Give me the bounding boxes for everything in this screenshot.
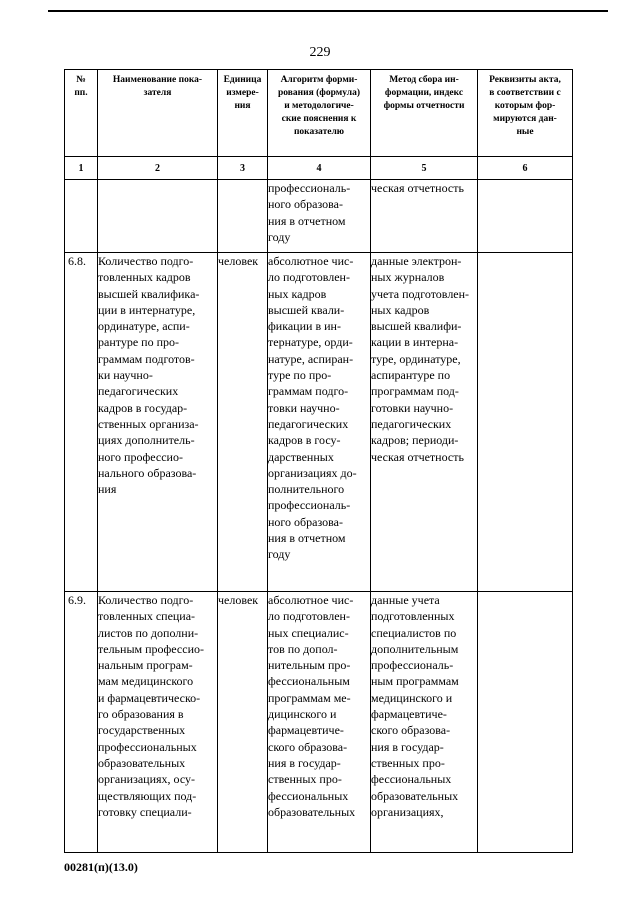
header-algorithm: Алгоритм форми- рования (формула) и методологиче- ские пояснения к показателю xyxy=(268,70,371,157)
column-number: 5 xyxy=(371,157,478,180)
indicator-name: Количество подго- товленных специа- листов по дополни- тельным профессио- нальным програм- мам медицинского и фармацевтическо- го образования в государственных профессиональных образовательных организациях, осу- ществляющих под- готовку специали- xyxy=(98,592,218,853)
unit-of-measure xyxy=(218,180,268,253)
header-method: Метод сбора ин- формации, индекс формы отчетности xyxy=(371,70,478,157)
act-requisites xyxy=(478,592,573,853)
column-number: 2 xyxy=(98,157,218,180)
page-number: 229 xyxy=(309,45,331,60)
calculation-algorithm: абсолютное чис- ло подготовлен- ных кадров высшей квали- фикации в ин- тернатуре, орди- натуре, аспиран- туре по про- граммам подго- товки научно- педагогических кадров в госу- дарственных организациях до- полнительного профессиональ- ного образова- ния в отчетном году xyxy=(268,253,371,592)
column-number: 3 xyxy=(218,157,268,180)
table-header-row xyxy=(65,70,573,157)
column-number: 1 xyxy=(65,157,98,180)
row-number xyxy=(65,180,98,253)
header-num: № пп. xyxy=(65,70,98,157)
table-row-continuation xyxy=(65,180,573,253)
collection-method: ческая отчетность xyxy=(371,180,478,253)
table-row-6-9 xyxy=(65,592,573,853)
indicator-name xyxy=(98,180,218,253)
row-number: 6.9. xyxy=(65,592,98,853)
header-name: Наименование пока- зателя xyxy=(98,70,218,157)
row-number: 6.8. xyxy=(65,253,98,592)
calculation-algorithm: профессиональ- ного образова- ния в отчетном году xyxy=(268,180,371,253)
indicator-name: Количество подго- товленных кадров высшей квалифика- ции в интернатуре, ординатуре, аспи- рантуре по про- граммам подготов- ки научно- педагогических кадров в государ- ственных организа- циях дополнитель- ного профессио- нального образова- ния xyxy=(98,253,218,592)
indicators-table xyxy=(64,69,573,853)
top-rule xyxy=(48,10,608,12)
table-row-6-8 xyxy=(65,253,573,592)
act-requisites xyxy=(478,253,573,592)
unit-of-measure: человек xyxy=(218,253,268,592)
unit-of-measure: человек xyxy=(218,592,268,853)
header-requisites: Реквизиты акта, в соответствии с которым фор- мируются дан- ные xyxy=(478,70,573,157)
calculation-algorithm: абсолютное чис- ло подготовлен- ных специалис- тов по допол- нительным про- фессиональным программам ме- дицинского и фармацевтиче- ского образова- ния в государ- ственных про- фессиональных образовательных xyxy=(268,592,371,853)
column-number: 6 xyxy=(478,157,573,180)
column-number: 4 xyxy=(268,157,371,180)
footer-document-code: 00281(п)(13.0) xyxy=(64,860,138,874)
act-requisites xyxy=(478,180,573,253)
column-number-row xyxy=(65,157,573,180)
collection-method: данные электрон- ных журналов учета подготовлен- ных кадров высшей квалифи- кации в интерна- туре, ординатуре, аспирантуре по программам под- готовки научно- педагогических кадров; периоди- ческая отчетность xyxy=(371,253,478,592)
collection-method: данные учета подготовленных специалистов по дополнительным профессиональ- ным программам медицинского и фармацевтиче- ского образова- ния в государ- ственных про- фессиональных образовательных организациях, xyxy=(371,592,478,853)
header-unit: Единица измере- ния xyxy=(218,70,268,157)
